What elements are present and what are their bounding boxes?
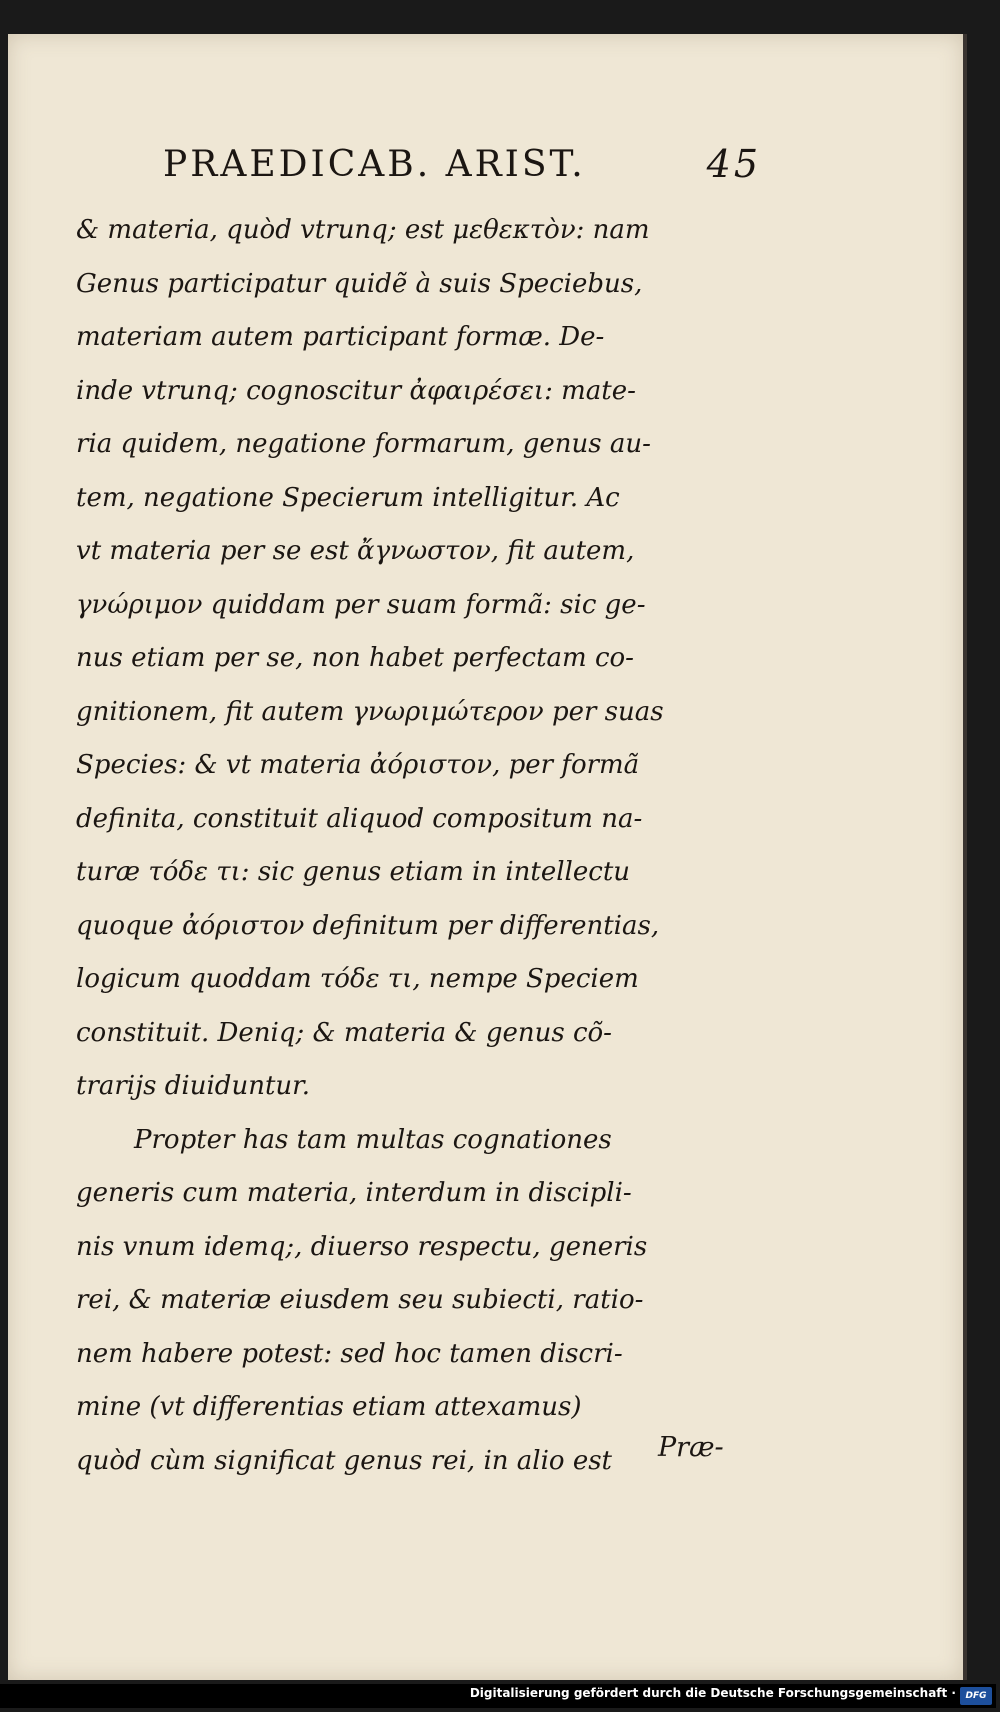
footer-credit: Digitalisierung gefördert durch die Deutsche Forschungsgemeinschaft ·: [469, 1686, 956, 1700]
book-page: [8, 34, 967, 1680]
text-line: gnitionem, fit autem γνωριμώτερον per suas: [76, 696, 664, 727]
text-line: Propter has tam multas cognationes: [134, 1124, 612, 1155]
text-line: & materia, quòd vtrunq; est μεθεκτὸν: nam: [76, 215, 650, 245]
text-line: Genus participatur quidẽ à suis Speciebus,: [76, 268, 643, 299]
text-line: quoque ἀόριστον definitum per differentias,: [76, 910, 660, 941]
text-line: definita, constituit aliquod compositum na-: [76, 803, 643, 834]
running-header: [163, 138, 783, 198]
text-line: inde vtrunq; cognoscitur ἀφαιρέσει: mate-: [76, 375, 636, 406]
dfg-logo-text: DFG: [965, 1691, 987, 1701]
text-line: nis vnum idemq;, diuerso respectu, generis: [76, 1231, 648, 1262]
text-line: ria quidem, negatione formarum, genus au-: [76, 429, 651, 459]
digitization-footer: [0, 1684, 996, 1708]
text-line: nem habere potest: sed hoc tamen discri-: [76, 1338, 623, 1369]
text-line: trarijs diuiduntur.: [76, 1071, 310, 1101]
text-line: logicum quoddam τόδε τι, nempe Speciem: [76, 964, 639, 994]
text-line: γνώριμον quiddam per suam formã: sic ge-: [76, 589, 646, 620]
text-line: rei, & materiæ eiusdem seu subiecti, ratio-: [76, 1285, 644, 1315]
text-line: materiam autem participant formæ. De-: [76, 322, 605, 352]
text-line: quòd cùm significat genus rei, in alio est: [76, 1445, 612, 1476]
text-line: Species: & vt materia ἀόριστον, per formã: [76, 750, 640, 780]
text-line: vt materia per se est ἄγνωστον, fit autem,: [76, 536, 635, 566]
text-line: nus etiam per se, non habet perfectam co-: [76, 643, 634, 673]
running-title: PRAEDICAB. ARIST.: [163, 144, 586, 185]
text-line: mine (vt differentias etiam attexamus): [76, 1392, 582, 1422]
page-number: 45: [706, 142, 761, 186]
main-text: [76, 204, 768, 1488]
dfg-logo-icon: [960, 1687, 992, 1705]
text-line: tem, negatione Specierum intelligitur. Ac: [76, 482, 620, 513]
catchword: Præ-: [658, 1432, 724, 1463]
text-line: constituit. Deniq; & materia & genus cõ-: [76, 1017, 612, 1048]
text-line: generis cum materia, interdum in discipli-: [76, 1178, 632, 1208]
text-line: turæ τόδε τι: sic genus etiam in intellectu: [76, 857, 631, 887]
